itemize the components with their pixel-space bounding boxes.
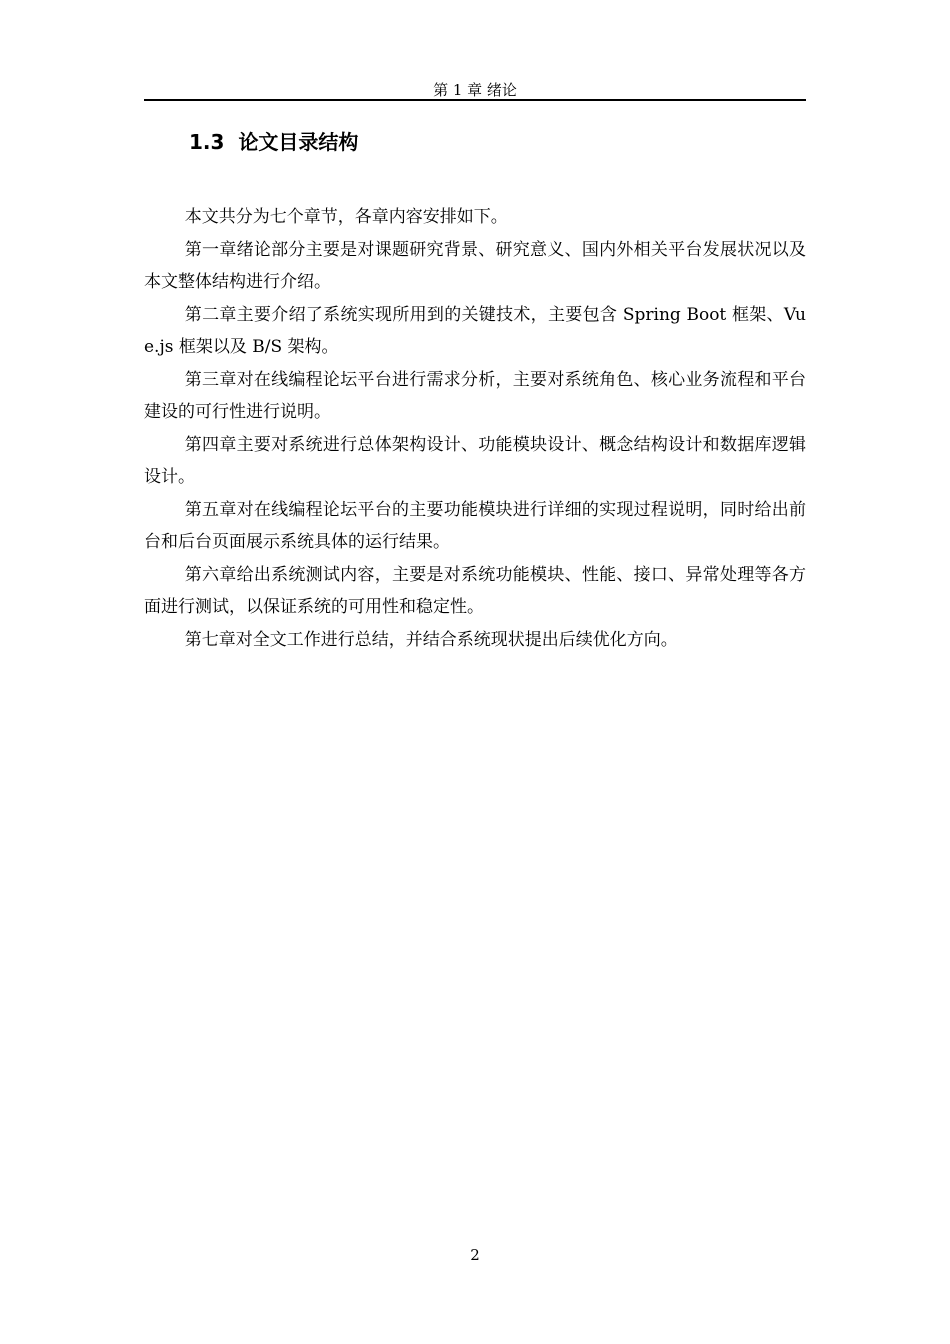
paragraph-intro: 本文共分为七个章节，各章内容安排如下。 <box>184 207 508 227</box>
paragraph-chapter-3: 第三章对在线编程论坛平台进行需求分析，主要对系统角色、核心业务流程和平台建设的可行性进行说明。 <box>144 369 806 422</box>
paragraph-chapter-2: 第二章主要介绍了系统实现所用到的关键技术，主要包含 Spring Boot 框架、Vue.js 框架以及 B/S 架构。 <box>144 304 806 357</box>
paragraph-chapter-6: 第六章给出系统测试内容，主要是对系统功能模块、性能、接口、异常处理等各方面进行测试，以保证系统的可用性和稳定性。 <box>144 564 806 617</box>
running-header: 第 1 章 绪论 <box>433 81 517 99</box>
body-text <box>144 201 806 656</box>
paragraph-chapter-1: 第一章绪论部分主要是对课题研究背景、研究意义、国内外相关平台发展状况以及本文整体结构进行介绍。 <box>144 239 806 292</box>
paragraph-chapter-7: 第七章对全文工作进行总结，并结合系统现状提出后续优化方向。 <box>184 629 678 650</box>
page-number: 2 <box>470 1246 480 1264</box>
header-rule <box>144 99 806 101</box>
section-heading <box>189 128 358 156</box>
paragraph-chapter-4: 第四章主要对系统进行总体架构设计、功能模块设计、概念结构设计和数据库逻辑设计。 <box>144 434 806 487</box>
section-number: 1.3 <box>189 130 225 154</box>
section-title: 论文目录结构 <box>238 130 359 154</box>
paragraph-chapter-5: 第五章对在线编程论坛平台的主要功能模块进行详细的实现过程说明，同时给出前台和后台页面展示系统具体的运行结果。 <box>144 499 806 552</box>
